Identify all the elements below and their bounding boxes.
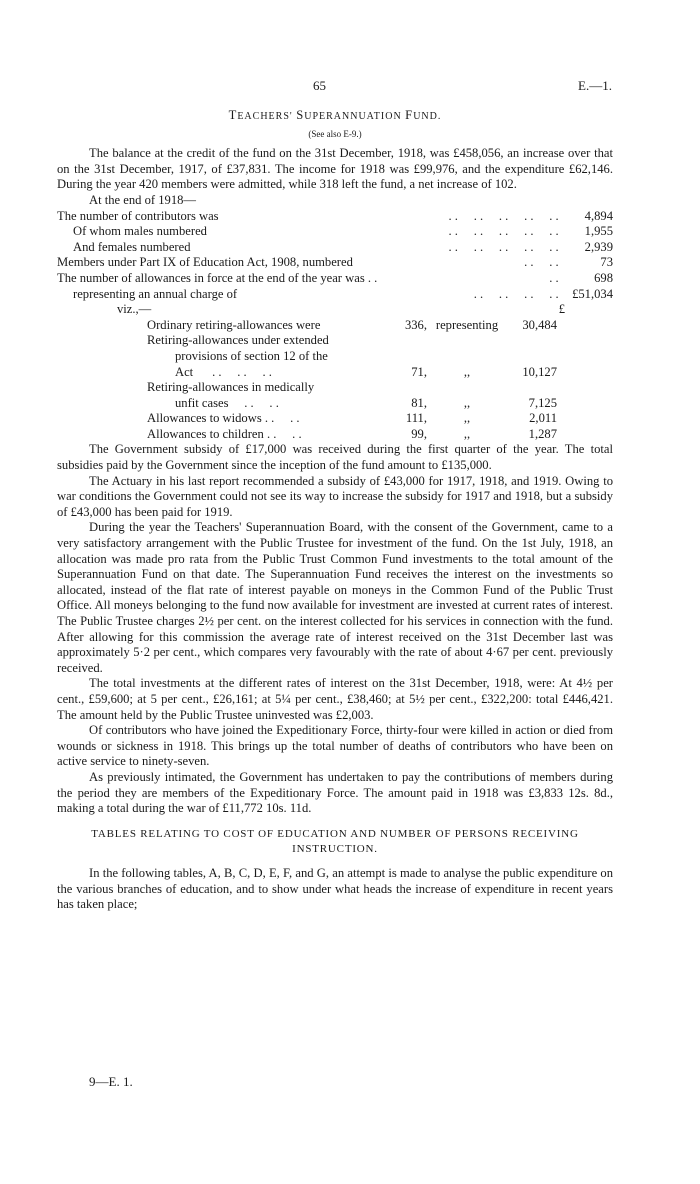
report-reference: E.—1.: [578, 78, 612, 93]
leader-dots: . . . . . . . . . .: [448, 208, 559, 223]
body-paragraph: The Government subsidy of £17,000 was received during the first quarter of the year. The total subsidies paid by the Government since the inception of the fund amount to £135,000.: [57, 442, 613, 473]
allowance-amount: 30,484: [522, 317, 557, 332]
allowance-count: 336,: [404, 317, 427, 332]
allowance-amount: [507, 333, 557, 349]
allowance-row: [147, 365, 557, 381]
allowance-amount: 2,011: [529, 411, 557, 426]
viz-row: [57, 302, 613, 318]
title-part: UPERANNUATION: [304, 111, 406, 122]
stat-label: Members under Part IX of Education Act, 1908, numbered: [57, 255, 353, 270]
leader-dots: . . . . . . . . . .: [448, 224, 559, 239]
title-part: F: [405, 108, 414, 122]
stat-value: 698: [594, 270, 613, 285]
leader-dots: . . . . . . . . . .: [448, 239, 559, 254]
allowance-amount: 7,125: [528, 395, 557, 410]
allowance-amount: [507, 349, 557, 365]
stat-row: [57, 271, 613, 287]
section2-title: [57, 827, 613, 858]
allowance-count: 111,: [405, 411, 427, 426]
section-title: [57, 108, 613, 125]
allowance-connector: [427, 349, 507, 365]
body-paragraph: The Actuary in his last report recommended a subsidy of £43,000 for 1917, 1918, and 1919. Owing to war conditions the Government could not see its way to increase the subsidy for 1917 and 1918, but a subsidy of £43,000 has been paid for 1919.: [57, 473, 613, 519]
allowance-amount: 10,127: [522, 364, 557, 379]
title-part: EACHERS': [237, 111, 297, 122]
allowance-count: [377, 349, 427, 365]
allowance-amount: 1,287: [528, 426, 557, 441]
viz-label: viz.,—: [117, 302, 152, 317]
allowance-label: Retiring-allowances under extended: [147, 333, 329, 348]
leader-dots: . . . . . . . .: [473, 286, 559, 301]
allowance-label: Allowances to widows . . . .: [147, 411, 300, 426]
allowance-label: Act . . . . . .: [175, 364, 272, 379]
stat-label: And females numbered: [73, 239, 191, 254]
stats-list: [57, 209, 613, 303]
stat-value: 2,939: [584, 239, 613, 254]
section-subtitle: (See also E-9.): [308, 128, 362, 139]
allowance-connector: ,,: [463, 364, 471, 379]
leader-dots: . .: [549, 270, 559, 285]
allowance-row: [147, 427, 557, 443]
allowance-connector: [427, 380, 507, 396]
stat-label: The number of allowances in force at the end of the year was . .: [57, 270, 378, 285]
allowance-count: 71,: [411, 364, 427, 379]
allowance-row: [147, 396, 557, 412]
allowance-connector: ,,: [463, 411, 471, 426]
page-body: [57, 108, 613, 913]
signature-mark: 9—E. 1.: [89, 1074, 133, 1089]
allowance-label: unfit cases . . . .: [175, 395, 279, 410]
allowances-table: [147, 318, 557, 443]
title-part: T: [228, 108, 238, 122]
body-paragraph: As previously intimated, the Government has undertaken to pay the contributions of members during the period they are members of the Expeditionary Force. The amount paid in 1918 was £3,833 12s. 8d., making a total during the war of £11,772 10s. 11d.: [57, 769, 613, 816]
allowance-label: provisions of section 12 of the: [175, 348, 328, 363]
allowance-count: 81,: [411, 395, 427, 410]
leader-dots: . . . .: [524, 255, 559, 270]
pound-column-header: £: [558, 302, 565, 317]
stat-label: The number of contributors was: [57, 208, 219, 223]
stat-value: 4,894: [584, 208, 613, 223]
section2-paragraph: In the following tables, A, B, C, D, E, F, and G, an attempt is made to analyse the public expenditure on the various branches of education, and to show under what heads the increase of expenditure in recent years has taken place;: [57, 865, 613, 912]
stat-row: [57, 240, 613, 256]
stat-label: Of whom males numbered: [73, 224, 207, 239]
allowance-row: [147, 349, 557, 365]
section2-title-line: TABLES RELATING TO COST OF EDUCATION AND NUMBER OF PERSONS RECEIVING: [91, 827, 579, 840]
allowance-row: [147, 318, 557, 334]
allowance-count: [377, 380, 427, 396]
allowance-row: [147, 333, 557, 349]
stat-label: representing an annual charge of: [73, 286, 238, 301]
stat-row: [57, 209, 613, 225]
at-end-line: At the end of 1918—: [89, 192, 197, 207]
page-number: 65: [313, 78, 326, 93]
allowance-label: Retiring-allowances in medically: [147, 380, 315, 395]
body-paragraph: The total investments at the different rates of interest on the 31st December, 1918, were: At 4½ per cent., £59,600; at 5 per cent., £26,161; at 5¼ per cent., £38,460; at 5½ per cent., £322,200: total £446,421. The amount held by the Public Trustee uninvested was £2,003.: [57, 676, 613, 722]
allowance-amount: [507, 380, 557, 396]
stat-row: [57, 224, 613, 240]
stat-value: 1,955: [584, 224, 613, 239]
stat-row: [57, 287, 613, 303]
body-paragraph: During the year the Teachers' Superannuation Board, with the consent of the Government, came to a very satisfactory arrangement with the Public Trustee for investment of the fund. On the 1st July, 1918, an allocation was made pro rata from the Public Trust Common Fund investments to the total amount of the Superannuation Fund on that date. The Superannuation Fund receives the interest on the investments so allocated, instead of the flat rate of interest payable on moneys in the Common Fund of the Public Trust Office. All moneys belonging to the fund now available for investment are invested at current rates of interest. The Public Trustee charges 2½ per cent. on the interest collected for his services in connection with the fund. After allowing for this commission the average rate of interest received on the 31st December last was approximately 5·2 per cent., which compares very favourably with the rate of about 4·67 per cent. previously received.: [57, 520, 613, 675]
allowance-connector: representing: [435, 317, 499, 332]
title-part: UND.: [413, 111, 442, 122]
allowance-count: [377, 333, 427, 349]
allowance-connector: ,,: [463, 395, 471, 410]
allowance-label: Allowances to children . . . .: [147, 426, 302, 441]
body-paragraph: Of contributors who have joined the Expeditionary Force, thirty-four were killed in action or died from wounds or sickness in 1918. This brings up the total number of deaths of contributors who have been on active service to ninety-seven.: [57, 723, 613, 769]
allowance-count: 99,: [411, 426, 427, 441]
allowance-row: [147, 380, 557, 396]
stat-value: 73: [600, 255, 613, 270]
stat-row: [57, 255, 613, 271]
section2-title-line: INSTRUCTION.: [292, 843, 378, 856]
allowance-connector: ,,: [463, 426, 471, 441]
allowance-label: Ordinary retiring-allowances were: [147, 317, 321, 332]
allowance-row: [147, 411, 557, 427]
stat-value: £51,034: [572, 286, 613, 301]
title-part: S: [296, 108, 305, 122]
allowance-connector: [427, 333, 507, 349]
intro-paragraph: The balance at the credit of the fund on the 31st December, 1918, was £458,056, an increase over that on the 31st December, 1917, of £37,831. The income for 1918 was £99,976, and the expenditure £62,146. During the year 420 members were admitted, while 318 left the fund, a net increase of 102.: [57, 146, 613, 192]
